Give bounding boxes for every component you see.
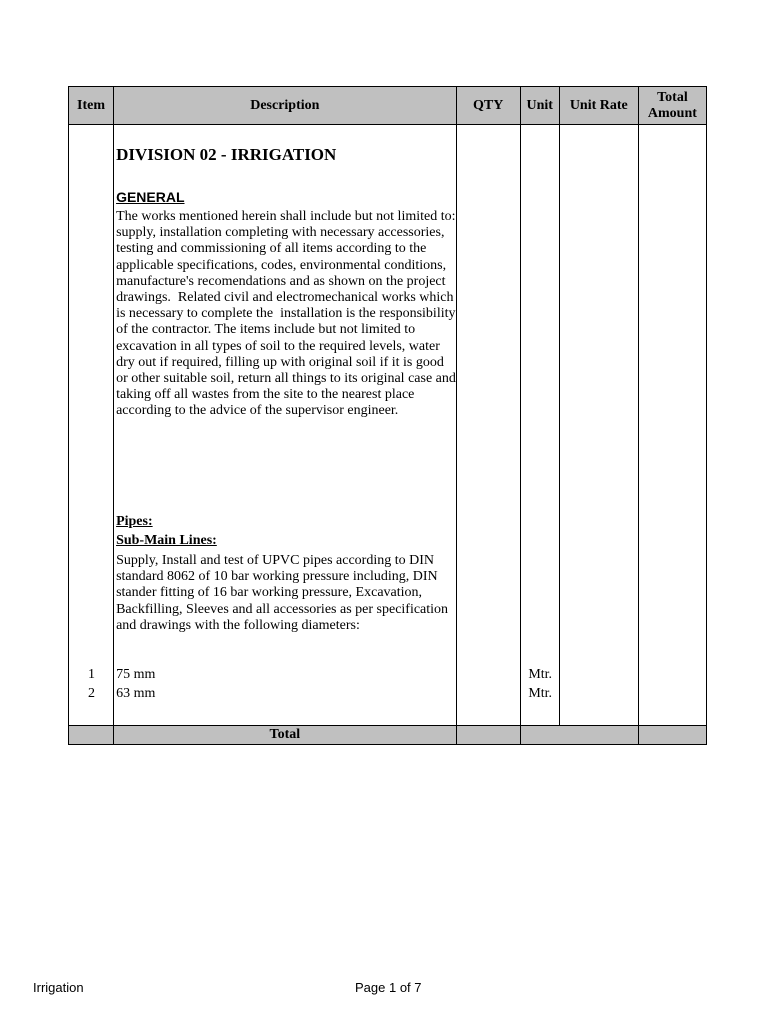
footer-sheet-name: Irrigation <box>33 980 84 995</box>
general-heading: GENERAL <box>116 189 185 205</box>
total-row <box>69 726 707 745</box>
header-total-line2: Amount <box>647 105 697 121</box>
total-row-amount-cell <box>638 726 706 745</box>
description-column <box>114 125 460 726</box>
item-number-2: 2 <box>88 686 95 701</box>
item-unit-2: Mtr. <box>528 686 553 701</box>
unit-rate-column <box>559 125 638 726</box>
sub-main-lines-heading: Sub-Main Lines: <box>116 533 217 548</box>
body-row <box>69 125 707 726</box>
total-amount-column <box>638 125 706 726</box>
item-description-2: 63 mm <box>116 686 156 701</box>
boq-table <box>68 86 707 745</box>
total-row-qty-cell <box>456 726 520 745</box>
total-label: Total <box>114 726 457 745</box>
header-unit: Unit <box>520 87 559 125</box>
total-row-unit-cell <box>520 726 638 745</box>
item-unit-1: Mtr. <box>528 667 553 682</box>
item-description-1: 75 mm <box>116 667 156 682</box>
header-item: Item <box>69 87 114 125</box>
header-total-line1: Total <box>657 89 688 105</box>
total-row-item-cell <box>69 726 114 745</box>
pipes-description: Supply, Install and test of UPVC pipes according to DIN standard 8062 of 10 bar working pressure including, DIN stander fitting of 16 bar working pressure, Excavation, Backfilling, Sleeves and all accessories as per specification and drawings with the following diameters: <box>116 553 449 633</box>
unit-column <box>520 125 559 726</box>
division-title: DIVISION 02 - IRRIGATION <box>116 145 337 164</box>
header-unit-rate: Unit Rate <box>559 87 638 125</box>
header-qty: QTY <box>456 87 520 125</box>
header-row <box>69 87 707 125</box>
general-text: The works mentioned herein shall include but not limited to: supply, installation completing with necessary accessories, testing and commissioning of all items according to the applicable specifications, codes, environmental conditions, manufacture's recomendations and as shown on the project drawings. Related civil and electromechanical works which is necessary to complete the installation is the responsibility of the contractor. The items include but not limited to excavation in all types of soil to the required levels, water dry out if required, filling up with original soil if it is good or other suitable soil, return all things to its original case and taking off all wastes from the site to the nearest place according to the advice of the supervisor engineer. <box>116 209 460 419</box>
pipes-heading: Pipes: <box>116 514 153 529</box>
footer-page-number: Page 1 of 7 <box>355 980 422 995</box>
header-total-amount <box>638 87 706 125</box>
item-column <box>69 125 114 726</box>
item-number-1: 1 <box>88 667 95 682</box>
qty-column <box>456 125 520 726</box>
header-description: Description <box>114 87 457 125</box>
